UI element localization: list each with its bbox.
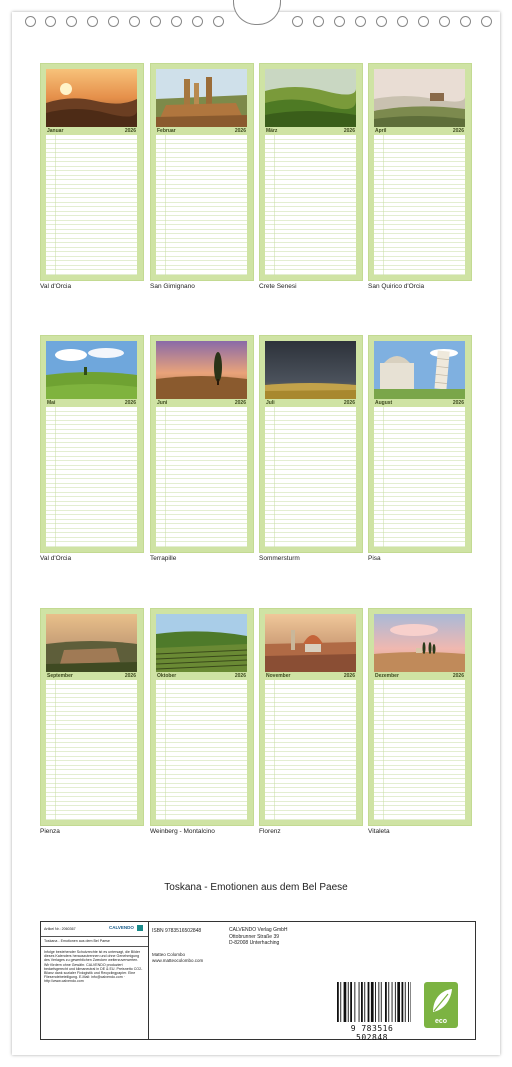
month-name: November xyxy=(266,673,291,679)
month-caption: Pisa xyxy=(368,555,381,562)
month-caption: Vitaleta xyxy=(368,828,390,835)
month-header xyxy=(46,399,137,407)
month-name: März xyxy=(266,128,278,134)
month-photo xyxy=(265,69,356,127)
binding-hole xyxy=(213,16,224,27)
month-name: Oktober xyxy=(157,673,177,679)
month-page xyxy=(259,63,363,281)
month-header xyxy=(374,672,465,680)
month-photo xyxy=(265,614,356,672)
month-page xyxy=(368,608,472,826)
day-rows xyxy=(374,407,465,547)
binding-hole xyxy=(150,16,161,27)
month-year: 2026 xyxy=(452,128,464,134)
day-rows xyxy=(265,680,356,820)
month-header xyxy=(156,672,247,680)
day-rows xyxy=(374,135,465,275)
month-photo xyxy=(46,341,137,399)
day-rows xyxy=(46,135,137,275)
publisher-line: D-82008 Unterhaching xyxy=(229,940,280,946)
month-year: 2026 xyxy=(343,400,355,406)
month-header xyxy=(265,399,356,407)
month-year: 2026 xyxy=(452,673,464,679)
month-name: September xyxy=(47,673,73,679)
month-page xyxy=(259,608,363,826)
day-rows xyxy=(265,407,356,547)
month-page xyxy=(40,335,144,553)
month-page xyxy=(150,335,254,553)
month-name: Januar xyxy=(47,128,64,134)
month-name: Juli xyxy=(266,400,275,406)
month-year: 2026 xyxy=(234,673,246,679)
month-name: Dezember xyxy=(375,673,399,679)
binding-hole xyxy=(192,16,203,27)
disclaimer-text: Infolge bestehender Schutzrechte ist es untersagt, die Bilder dieses Kalenders herauszutrennen und ohne Genehmigung des Verlages zu gewerblichen Zwecken weiterzuverwerten. Wir fördern ohne Gewähr. CALVENDO produziert bedarfsgerecht und klimaneutral in DE & EU. Preisnetto CO2-Bilanz dank sozialer Fixlogistik und Recyclingpapier. Eine Fliesendebeteiligung. E-Mail: info@calvendo.com · http://www.calvendo.com xyxy=(44,950,143,984)
barcode xyxy=(333,982,411,1042)
month-caption: Crete Senesi xyxy=(259,283,297,290)
product-title: Toskana - Emotionen aus dem Bel Paese xyxy=(44,939,110,943)
publisher-line: CALVENDO Verlag GmbH xyxy=(229,927,288,933)
logo-mark-icon xyxy=(137,925,143,931)
eco-badge xyxy=(424,982,458,1028)
month-photo xyxy=(46,614,137,672)
publisher-line: Ottobrunner Straße 39 xyxy=(229,933,280,940)
month-caption: Florenz xyxy=(259,828,281,835)
month-page xyxy=(150,63,254,281)
month-photo xyxy=(46,69,137,127)
month-year: 2026 xyxy=(343,128,355,134)
month-page xyxy=(150,608,254,826)
day-rows xyxy=(46,407,137,547)
month-caption: Val d'Orcia xyxy=(40,283,72,290)
binding-hole xyxy=(66,16,77,27)
info-box xyxy=(40,921,476,1040)
month-year: 2026 xyxy=(124,128,136,134)
month-header xyxy=(265,672,356,680)
month-year: 2026 xyxy=(452,400,464,406)
author xyxy=(152,952,203,963)
info-column-left xyxy=(41,922,149,1039)
day-rows xyxy=(156,135,247,275)
month-header xyxy=(46,672,137,680)
barcode-bars xyxy=(333,982,411,1024)
month-year: 2026 xyxy=(124,673,136,679)
author-name: Matteo Colombo xyxy=(152,952,186,957)
binding-hole xyxy=(313,16,324,27)
month-page xyxy=(40,608,144,826)
publisher-address xyxy=(229,927,288,947)
month-name: April xyxy=(375,128,387,134)
binding-hole xyxy=(481,16,492,27)
day-rows xyxy=(374,680,465,820)
binding-hole xyxy=(418,16,429,27)
month-year: 2026 xyxy=(124,400,136,406)
day-rows xyxy=(156,407,247,547)
month-photo xyxy=(156,614,247,672)
eco-label: eco xyxy=(434,1018,448,1025)
leaf-icon xyxy=(424,984,458,1018)
day-rows xyxy=(46,680,137,820)
month-header xyxy=(156,399,247,407)
month-photo xyxy=(156,69,247,127)
month-caption: Sommersturm xyxy=(259,555,300,562)
month-caption: Val d'Orcia xyxy=(40,555,72,562)
binding-hole xyxy=(129,16,140,27)
month-photo xyxy=(374,341,465,399)
binding-hole xyxy=(171,16,182,27)
month-year: 2026 xyxy=(343,673,355,679)
binding-hole xyxy=(397,16,408,27)
month-name: August xyxy=(375,400,393,406)
article-number: Artikel Nr.: 2060367 xyxy=(44,927,76,931)
product-title-row xyxy=(41,936,148,947)
month-header xyxy=(265,127,356,135)
article-row xyxy=(41,922,148,937)
day-rows xyxy=(156,680,247,820)
month-caption: Weinberg - Montalcino xyxy=(150,828,215,835)
month-page xyxy=(368,335,472,553)
binding-hole xyxy=(439,16,450,27)
month-photo xyxy=(265,341,356,399)
month-header xyxy=(374,127,465,135)
isbn: ISBN 9783516502848 xyxy=(152,928,202,934)
month-name: Juni xyxy=(157,400,168,406)
month-caption: San Quirico d'Orcia xyxy=(368,283,425,290)
barcode-number: 9 783516 502848 xyxy=(350,1024,394,1042)
binding-hole xyxy=(45,16,56,27)
binding-hole xyxy=(334,16,345,27)
month-page xyxy=(259,335,363,553)
month-page xyxy=(368,63,472,281)
month-photo xyxy=(374,69,465,127)
binding-hole xyxy=(25,16,36,27)
month-year: 2026 xyxy=(234,400,246,406)
month-year: 2026 xyxy=(234,128,246,134)
calendar-title: Toskana - Emotionen aus dem Bel Paese xyxy=(164,882,348,893)
month-header xyxy=(374,399,465,407)
month-header xyxy=(46,127,137,135)
binding-hole xyxy=(87,16,98,27)
binding-hole xyxy=(376,16,387,27)
day-rows xyxy=(265,135,356,275)
month-grid xyxy=(40,63,476,843)
binding-hole xyxy=(355,16,366,27)
month-caption: Terrapille xyxy=(150,555,177,562)
binding-hole xyxy=(108,16,119,27)
month-photo xyxy=(374,614,465,672)
calvendo-logo: CALVENDO xyxy=(109,925,134,930)
month-photo xyxy=(156,341,247,399)
binding-hole xyxy=(460,16,471,27)
month-name: Februar xyxy=(157,128,176,134)
month-name: Mai xyxy=(47,400,56,406)
author-website: www.matteocolombo.com xyxy=(152,957,204,963)
month-caption: San Gimignano xyxy=(150,283,195,290)
binding-hole xyxy=(292,16,303,27)
month-header xyxy=(156,127,247,135)
month-page xyxy=(40,63,144,281)
month-caption: Pienza xyxy=(40,828,60,835)
